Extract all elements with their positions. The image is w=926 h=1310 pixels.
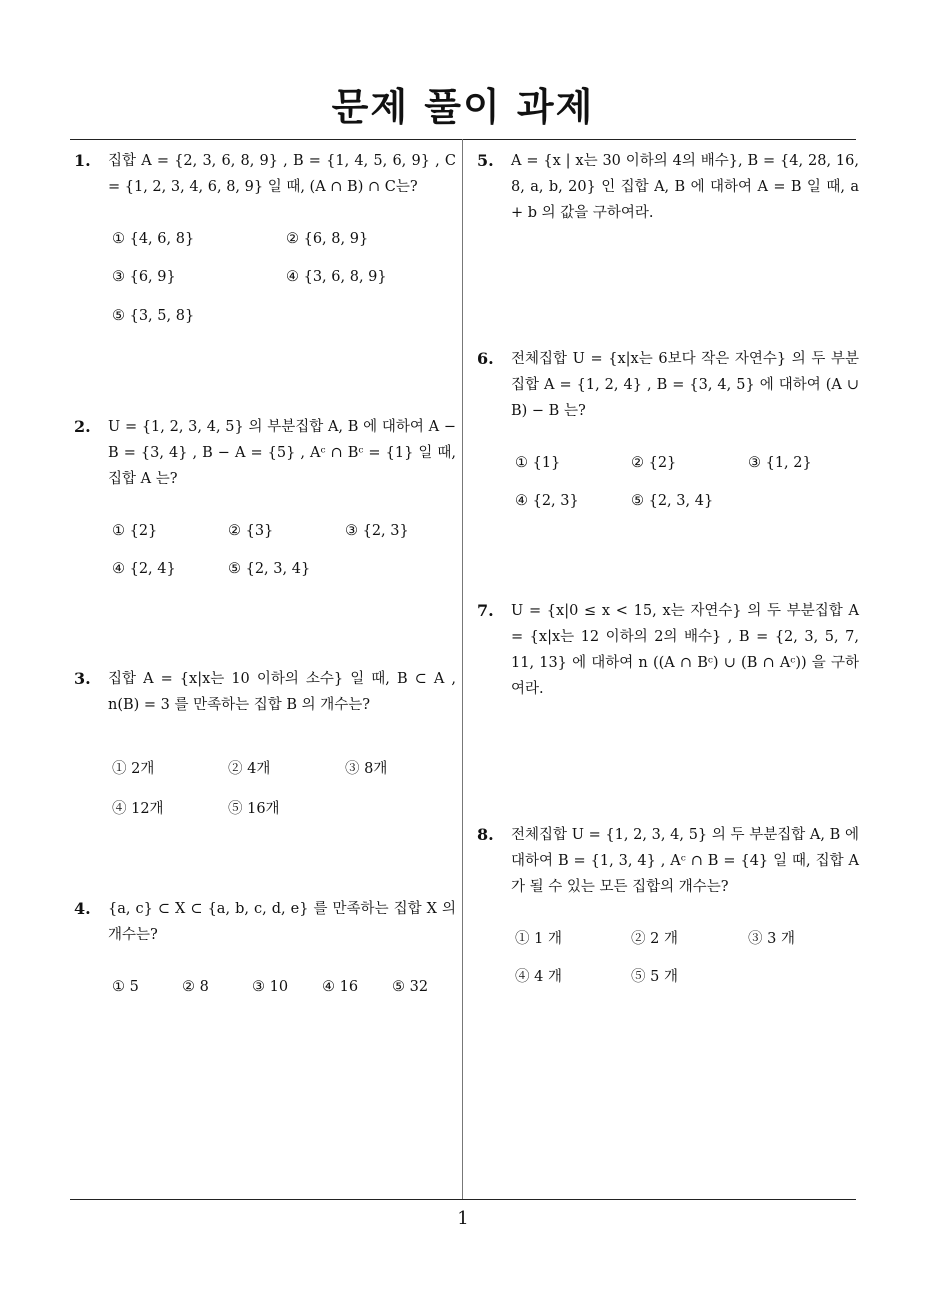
option-4[interactable]: ④ {2, 4}: [112, 561, 176, 577]
question-number: 2.: [74, 417, 91, 436]
option-3[interactable]: ③ 10: [252, 979, 289, 995]
option-2[interactable]: ② 2 개: [631, 931, 678, 947]
question-number: 6.: [477, 349, 494, 368]
question-6: [477, 346, 859, 518]
page-title: 문제 풀이 과제: [331, 85, 595, 129]
question-text: 집합 A = {x|x는 10 이하의 소수} 일 때, B ⊂ A , n(B) = 3 를 만족하는 집합 B 의 개수는?: [108, 671, 456, 713]
option-2[interactable]: ② {3}: [228, 523, 274, 539]
option-5[interactable]: ⑤ {2, 3, 4}: [631, 493, 714, 509]
question-number: 8.: [477, 825, 494, 844]
option-5[interactable]: ⑤ 16개: [228, 801, 280, 817]
bottom-rule: [70, 1199, 856, 1200]
question-3: [74, 666, 456, 817]
question-7: [477, 598, 859, 702]
question-text: {a, c} ⊂ X ⊂ {a, b, c, d, e} 를 만족하는 집합 X 의 개수는?: [108, 901, 456, 943]
question-number: 1.: [74, 151, 91, 170]
option-4[interactable]: ④ {3, 6, 8, 9}: [286, 269, 387, 285]
options: [112, 732, 456, 817]
option-5[interactable]: ⑤ {3, 5, 8}: [112, 308, 195, 324]
option-4[interactable]: ④ 16: [322, 979, 359, 995]
question-text: 전체집합 U = {x|x는 6보다 작은 자연수} 의 두 부분집합 A = {1, 2, 4} , B = {3, 4, 5} 에 대하여 (A ∪ B) − B 는?: [511, 351, 859, 419]
options: [515, 438, 859, 518]
question-text: 전체집합 U = {1, 2, 3, 4, 5} 의 두 부분집합 A, B 에 대하여 B = {1, 3, 4} , Aᶜ ∩ B = {4} 일 때, 집합 A 가 될 수 있는 모든 집합의 개수는?: [511, 827, 859, 895]
option-2[interactable]: ② 8: [182, 979, 209, 995]
option-4[interactable]: ④ 4 개: [515, 969, 562, 985]
question-text: A = {x | x는 30 이하의 4의 배수}, B = {4, 28, 16, 8, a, b, 20} 인 집합 A, B 에 대하여 A = B 일 때, a + b 의 값을 구하여라.: [511, 153, 859, 221]
option-3[interactable]: ③ 3 개: [748, 931, 795, 947]
option-5[interactable]: ⑤ {2, 3, 4}: [228, 561, 311, 577]
question-2: [74, 414, 456, 586]
question-number: 3.: [74, 669, 91, 688]
option-5[interactable]: ⑤ 5 개: [631, 969, 678, 985]
question-text: 집합 A = {2, 3, 6, 8, 9} , B = {1, 4, 5, 6, 9} , C = {1, 2, 3, 4, 6, 8, 9} 일 때, (A ∩ B) ∩ C는?: [108, 153, 456, 195]
top-rule: [70, 139, 856, 140]
option-3[interactable]: ③ {2, 3}: [345, 523, 409, 539]
question-5: [477, 148, 859, 226]
options: [112, 506, 456, 586]
option-2[interactable]: ② 4개: [228, 761, 271, 777]
option-5[interactable]: ⑤ 32: [392, 979, 429, 995]
option-2[interactable]: ② {6, 8, 9}: [286, 231, 369, 247]
question-8: [477, 822, 859, 994]
option-4[interactable]: ④ 12개: [112, 801, 164, 817]
option-1[interactable]: ① {1}: [515, 455, 561, 471]
option-3[interactable]: ③ {6, 9}: [112, 269, 176, 285]
options: [112, 214, 456, 330]
question-number: 4.: [74, 899, 91, 918]
option-3[interactable]: ③ {1, 2}: [748, 455, 812, 471]
option-1[interactable]: ① {2}: [112, 523, 158, 539]
column-divider: [462, 139, 463, 1199]
page-number: 1: [457, 1208, 469, 1229]
question-text: U = {1, 2, 3, 4, 5} 의 부분집합 A, B 에 대하여 A − B = {3, 4} , B − A = {5} , Aᶜ ∩ Bᶜ = {1} 일 때, 집합 A 는?: [108, 419, 456, 487]
question-text: U = {x|0 ≤ x < 15, x는 자연수} 의 두 부분집합 A = {x|x는 12 이하의 2의 배수} , B = {2, 3, 5, 7, 11, 13} 에 대하여 n ((A ∩ Bᶜ) ∪ (B ∩ Aᶜ)) 을 구하여라.: [511, 603, 859, 697]
option-4[interactable]: ④ {2, 3}: [515, 493, 579, 509]
question-number: 7.: [477, 601, 494, 620]
options: [112, 962, 456, 1002]
option-2[interactable]: ② {2}: [631, 455, 677, 471]
option-1[interactable]: ① {4, 6, 8}: [112, 231, 195, 247]
question-number: 5.: [477, 151, 494, 170]
option-1[interactable]: ① 2개: [112, 761, 155, 777]
option-1[interactable]: ① 5: [112, 979, 139, 995]
question-1: [74, 148, 456, 330]
question-4: [74, 896, 456, 1002]
option-1[interactable]: ① 1 개: [515, 931, 562, 947]
option-3[interactable]: ③ 8개: [345, 761, 388, 777]
options: [515, 914, 859, 994]
